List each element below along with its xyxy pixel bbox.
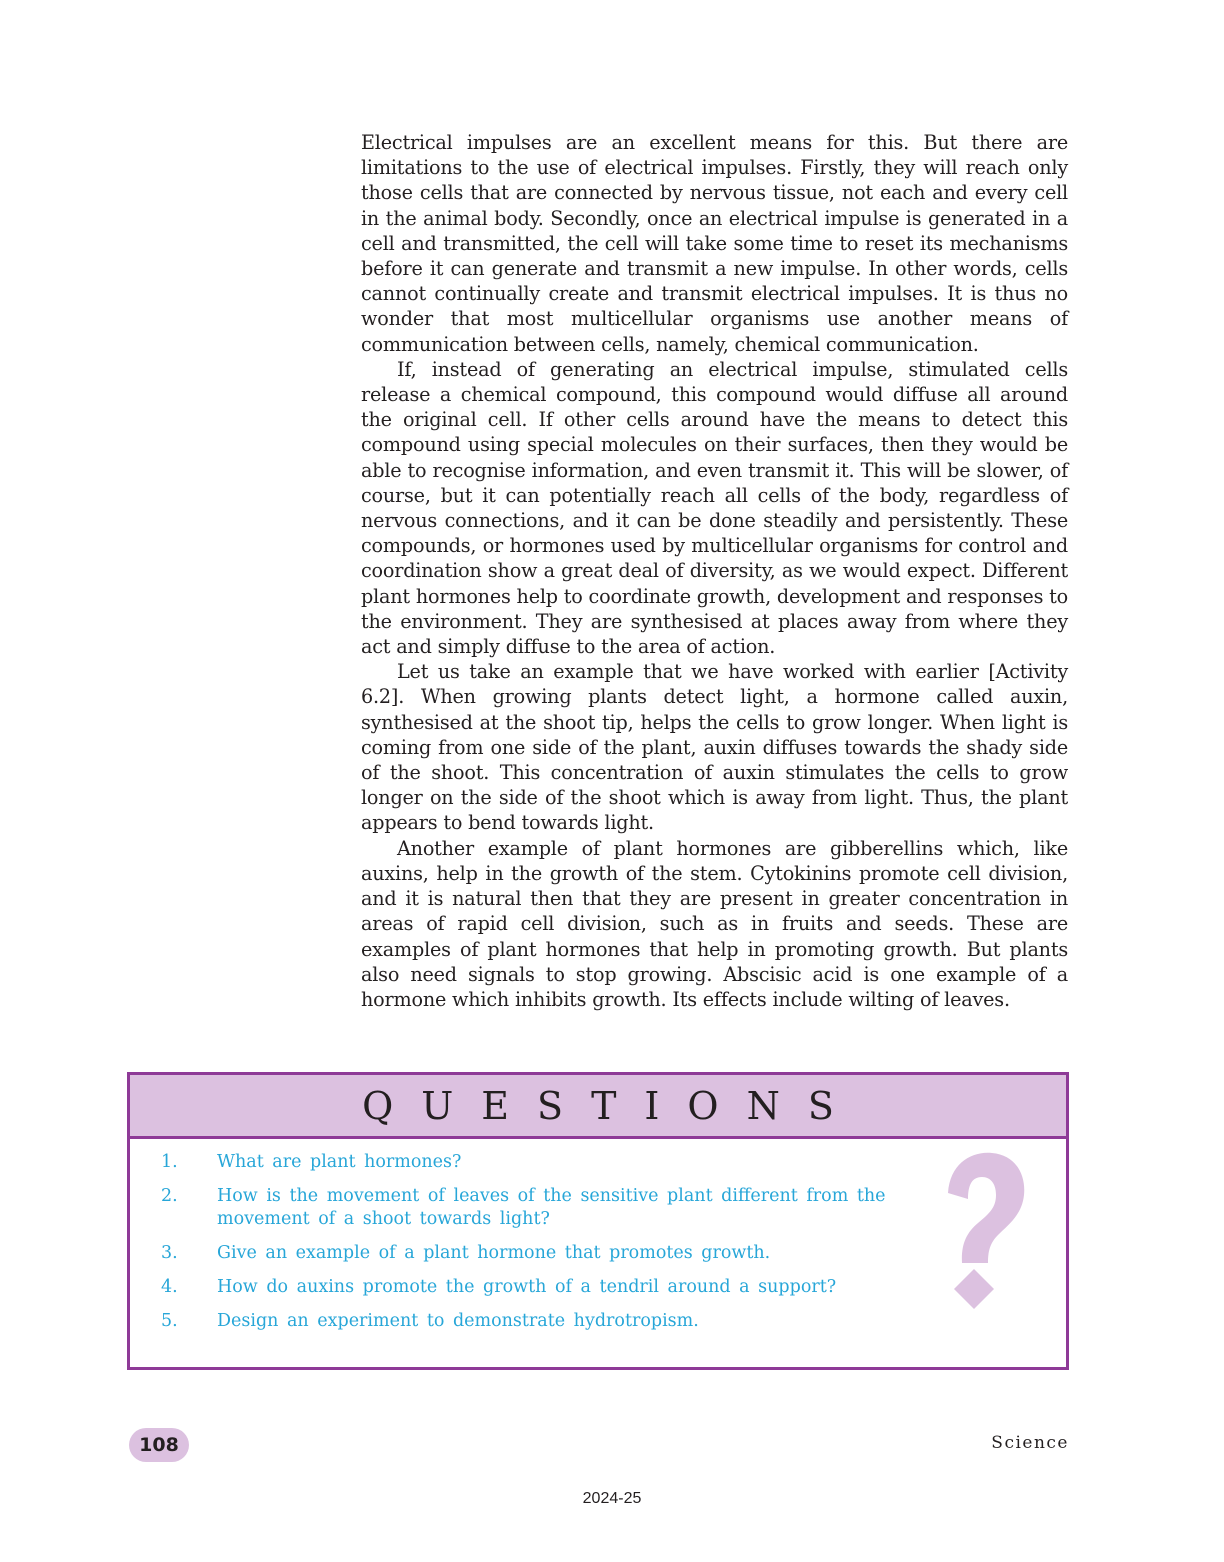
questions-box	[127, 1072, 1069, 1370]
question-number: 5.	[161, 1311, 178, 1331]
paragraph-1: Electrical impulses are an excellent means for this. But there are limitations to the use of electrical impulses. Firstly, they will reach only those cells that are connected by nervous tissue, not each and every cell in the animal body. Secondly, once an electrical impulse is generated in a cell and transmitted, the cell will take some time to reset its mechanisms before it can generate and transmit a new impulse. In other words, cells cannot continually create and transmit electrical impulses. It is thus no wonder that most multicellular organisms use another means of communication between cells, namely, chemical communication.	[361, 131, 1068, 356]
questions-title: QUESTIONS	[362, 1083, 862, 1128]
questions-header	[130, 1075, 1066, 1139]
body-text	[361, 130, 1068, 1012]
questions-list	[130, 1151, 910, 1344]
question-text: How do auxins promote the growth of a tendril around a support?	[217, 1277, 837, 1297]
question-number: 1.	[161, 1152, 178, 1172]
question-text: How is the movement of leaves of the sensitive plant different from the movement of a shoot towards light?	[217, 1186, 886, 1229]
paragraph-3: Let us take an example that we have worked with earlier [Activity 6.2]. When growing plants detect light, a hormone called auxin, synthesised at the shoot tip, helps the cells to grow longer. When light is coming from one side of the plant, auxin diffuses towards the shady side of the shoot. This concentration of auxin stimulates the cells to grow longer on the side of the shoot which is away from light. Thus, the plant appears to bend towards light.	[361, 660, 1068, 835]
question-item	[130, 1151, 910, 1174]
question-mark-dot	[954, 1269, 994, 1309]
question-text: What are plant hormones?	[217, 1152, 462, 1172]
question-number: 4.	[161, 1277, 178, 1297]
page-number-badge	[129, 1428, 189, 1462]
year-label: 2024-25	[582, 1490, 642, 1507]
question-number: 2.	[161, 1186, 178, 1206]
paragraph-2: If, instead of generating an electrical impulse, stimulated cells release a chemical compound, this compound would diffuse all around the original cell. If other cells around have the means to detect this compound using special molecules on their surfaces, then they would be able to recognise information, and even transmit it. This will be slower, of course, but it can potentially reach all cells of the body, regardless of nervous connections, and it can be done steadily and persistently. These compounds, or hormones used by multicellular organisms for control and coordination show a great deal of diversity, as we would expect. Different plant hormones help to coordinate growth, development and responses to the environment. They are synthesised at places away from where they act and simply diffuse to the area of action.	[361, 357, 1068, 659]
question-item	[130, 1276, 910, 1299]
question-number: 3.	[161, 1243, 178, 1263]
question-mark-hook	[948, 1153, 1024, 1263]
subject-label: Science	[991, 1433, 1069, 1453]
question-item	[130, 1242, 910, 1265]
question-text: Give an example of a plant hormone that promotes growth.	[217, 1243, 771, 1263]
page-number: 108	[139, 1434, 179, 1456]
question-mark-icon	[930, 1147, 1030, 1327]
question-item	[130, 1310, 910, 1333]
paragraph-4: Another example of plant hormones are gibberellins which, like auxins, help in the growth of the stem. Cytokinins promote cell division, and it is natural then that they are present in greater concentration in areas of rapid cell division, such as in fruits and seeds. These are examples of plant hormones that help in promoting growth. But plants also need signals to stop growing. Abscisic acid is one example of a hormone which inhibits growth. Its effects include wilting of leaves.	[361, 836, 1068, 1011]
question-text: Design an experiment to demonstrate hydrotropism.	[217, 1311, 699, 1331]
question-item	[130, 1185, 910, 1231]
